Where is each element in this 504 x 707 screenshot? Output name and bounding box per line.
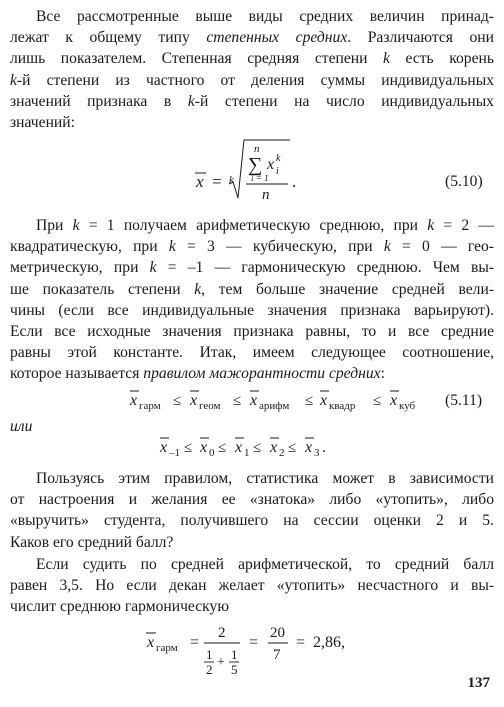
text-line: Если судить по средней арифметической, то средний балл xyxy=(36,556,494,573)
sum-upper-limit: n xyxy=(254,143,260,155)
text-line: равны этой константе. Итак, имеем следующее соотношение, xyxy=(10,344,494,362)
eq3-variable: x xyxy=(200,439,208,456)
sum-variable-sub: i xyxy=(276,166,279,177)
text-line: k-й степени из частного от деления суммы индивидуальных xyxy=(10,71,494,89)
main-numerator: 2 xyxy=(218,625,226,641)
eq3-relation: ≤ xyxy=(253,440,262,456)
equation-number: (5.10) xyxy=(445,173,483,190)
lhs-variable: x xyxy=(147,634,155,651)
text-line: от настроения и желания ее «знатока» либо «утопить», либо xyxy=(10,491,494,509)
paragraph-rule-usage xyxy=(10,468,494,553)
eq3-subscript: 3 xyxy=(314,447,320,459)
text-line: Если все исходные значения признака равны, то и все средние xyxy=(10,323,494,341)
text-line: квадратическую, при k = 3 — кубическую, при k = 0 — гео- xyxy=(10,238,495,256)
text-line: значений: xyxy=(10,114,75,132)
formula-5-10-graphic xyxy=(0,132,504,202)
result-value: 2,86, xyxy=(313,634,345,651)
eq2-subscript: гарм xyxy=(139,400,161,412)
text-line: Все рассмотренные выше виды средних величин принад- xyxy=(36,8,494,25)
eq2-subscript: геом xyxy=(199,400,221,412)
eq2-subscript: арифм xyxy=(259,400,290,412)
formula-tail: . xyxy=(322,439,326,456)
eq2-variable: x xyxy=(190,392,198,409)
text-line: лежат к общему типу степенных средних. Различаются они xyxy=(10,29,494,47)
eq2-variable: x xyxy=(390,392,398,409)
eq2-relation: ≤ xyxy=(233,393,242,409)
eq3-subscript: –1 xyxy=(169,447,180,459)
eq3-relation: ≤ xyxy=(288,440,297,456)
text-line: При k = 1 получаем арифметическую среднюю, при k = 2 — xyxy=(36,217,494,234)
eq2-relation: ≤ xyxy=(373,393,382,409)
text-line: метрическую, при k = –1 — гармоническую среднюю. Чем вы- xyxy=(10,259,494,277)
text-line: «выручить» студента, получившего на сессии оценки 2 и 5. xyxy=(10,512,494,530)
eq3-variable: x xyxy=(270,439,278,456)
eq3-variable: x xyxy=(160,439,168,456)
eq3-subscript: 2 xyxy=(279,447,285,459)
formula-5-11 xyxy=(0,385,504,415)
denominator: n xyxy=(262,187,270,202)
paragraph-powers xyxy=(10,215,494,385)
eq2-variable: x xyxy=(130,392,138,409)
sum-variable-sup: k xyxy=(276,153,281,164)
root-index: k xyxy=(229,174,234,186)
text-line: чины (если все индивидуальные значения признака варьируют). xyxy=(10,301,494,319)
eq2-subscript: куб xyxy=(399,400,416,412)
plus-sign: + xyxy=(217,655,225,670)
eq2-variable: x xyxy=(250,392,258,409)
eq3-variable: x xyxy=(305,439,313,456)
eq3-subscript: 1 xyxy=(244,447,250,459)
formula-equals: = xyxy=(212,172,222,191)
text-line: Пользуясь этим правилом, статистика может в зависимости xyxy=(36,470,494,487)
eq2-subscript: квадр xyxy=(329,400,356,412)
eq2-relation: ≤ xyxy=(305,393,314,409)
frac1-den: 2 xyxy=(206,662,213,677)
page-number: 137 xyxy=(467,675,490,691)
sum-lower-limit: i = 1 xyxy=(251,173,269,183)
text-line: ше показатель степени k, тем больше значение средней вели- xyxy=(10,280,494,298)
equals-2: = xyxy=(249,634,259,651)
text-line: значений признака в k-й степени на число индивидуальных xyxy=(10,92,494,110)
formula-index-chain xyxy=(0,430,504,460)
eq3-subscript: 0 xyxy=(209,447,215,459)
formula-harmonic-example xyxy=(0,612,504,682)
text-line: Каков его средний балл? xyxy=(10,533,174,551)
frac2-num: 1 xyxy=(231,647,238,662)
sum-variable: x xyxy=(267,156,275,173)
or-word: или xyxy=(10,418,33,435)
frac2-den: 5 xyxy=(231,662,238,677)
lhs-subscript: гарм xyxy=(156,642,178,654)
eq2-variable: x xyxy=(320,392,328,409)
text-line: которое называется правилом мажорантности средних: xyxy=(10,365,385,383)
text-line: лишь показателем. Степенная средняя степени k есть корень xyxy=(10,50,494,68)
text-line: равен 3,5. Но если декан желает «утопить» несчастного и вы- xyxy=(10,577,494,595)
paragraph-example xyxy=(10,554,494,618)
result-numerator: 20 xyxy=(270,625,285,641)
paragraph-intro xyxy=(10,6,494,133)
frac1-num: 1 xyxy=(206,647,213,662)
equals-3: = xyxy=(296,634,306,651)
eq3-variable: x xyxy=(235,439,243,456)
result-denominator: 7 xyxy=(273,647,281,663)
equals-1: = xyxy=(190,634,200,651)
formula-tail: . xyxy=(292,172,297,191)
eq3-relation: ≤ xyxy=(184,440,193,456)
eq2-relation: ≤ xyxy=(173,393,182,409)
eq3-relation: ≤ xyxy=(218,440,227,456)
sum-sign: ∑ xyxy=(248,154,263,176)
equation-number: (5.11) xyxy=(445,392,483,409)
formula-lhs: x xyxy=(196,172,204,191)
text-line: числит среднюю гармоническую xyxy=(10,598,229,616)
